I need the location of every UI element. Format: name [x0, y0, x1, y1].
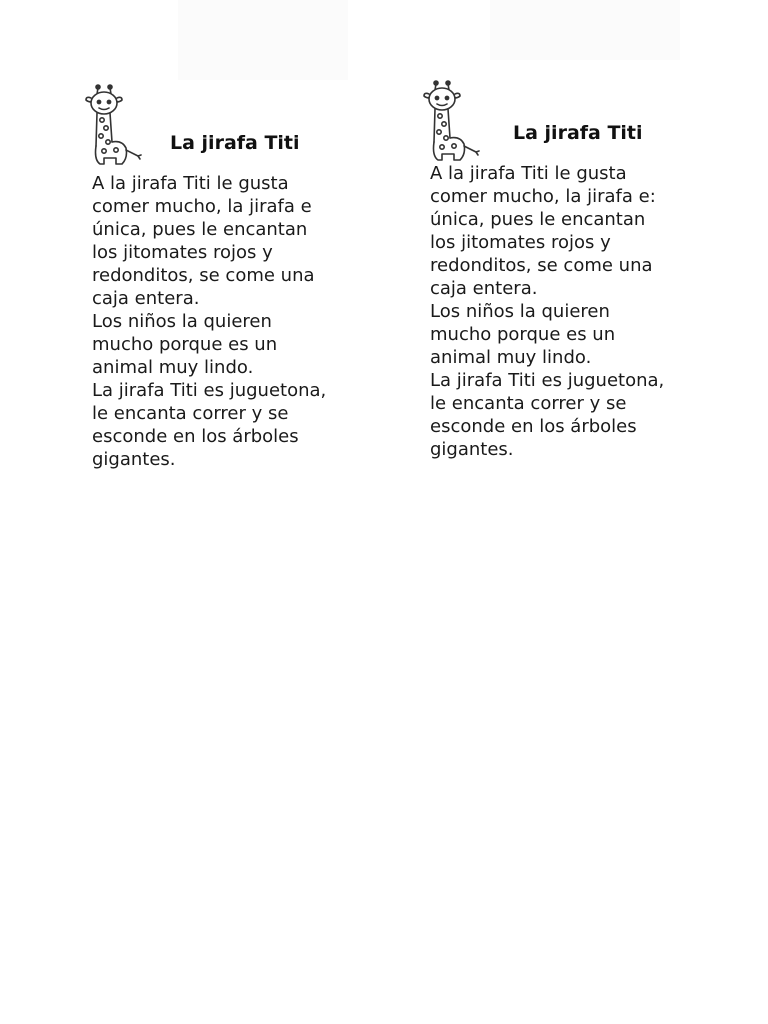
story-line: mucho porque es un — [430, 324, 616, 345]
story-line: redonditos, se come una — [92, 265, 315, 286]
story-line: La jirafa Titi es juguetona, — [430, 370, 665, 391]
story-line: única, pues le encantan — [430, 209, 646, 230]
story-line: los jitomates rojos y — [92, 242, 273, 263]
story-line: caja entera. — [92, 288, 200, 309]
story-line: esconde en los árboles — [92, 426, 299, 447]
story-line: gigantes. — [92, 449, 176, 470]
story-title: La jirafa Titi — [170, 132, 300, 154]
story-line: La jirafa Titi es juguetona, — [92, 380, 327, 401]
story-line: animal muy lindo. — [430, 347, 592, 368]
story-line: gigantes. — [430, 439, 514, 460]
story-card-left — [80, 82, 370, 492]
story-line: le encanta correr y se — [430, 393, 627, 414]
story-line: caja entera. — [430, 278, 538, 299]
story-line: comer mucho, la jirafa e: — [430, 186, 656, 207]
story-title: La jirafa Titi — [513, 122, 643, 144]
scan-shadow-left — [178, 0, 348, 80]
story-line: los jitomates rojos y — [430, 232, 611, 253]
story-line: redonditos, se come una — [430, 255, 653, 276]
giraffe-icon — [420, 80, 494, 166]
story-line: Los niños la quieren — [430, 301, 610, 322]
story-text — [430, 162, 664, 461]
scan-shadow-right — [490, 0, 680, 60]
story-line: le encanta correr y se — [92, 403, 289, 424]
giraffe-icon — [82, 84, 156, 170]
story-line: única, pues le encantan — [92, 219, 308, 240]
story-line: A la jirafa Titi le gusta — [430, 163, 627, 184]
story-line: esconde en los árboles — [430, 416, 637, 437]
story-line: mucho porque es un — [92, 334, 278, 355]
story-card-right — [418, 78, 726, 468]
story-text — [92, 172, 326, 471]
story-line: Los niños la quieren — [92, 311, 272, 332]
story-line: A la jirafa Titi le gusta — [92, 173, 289, 194]
story-line: comer mucho, la jirafa e — [92, 196, 312, 217]
story-line: animal muy lindo. — [92, 357, 254, 378]
